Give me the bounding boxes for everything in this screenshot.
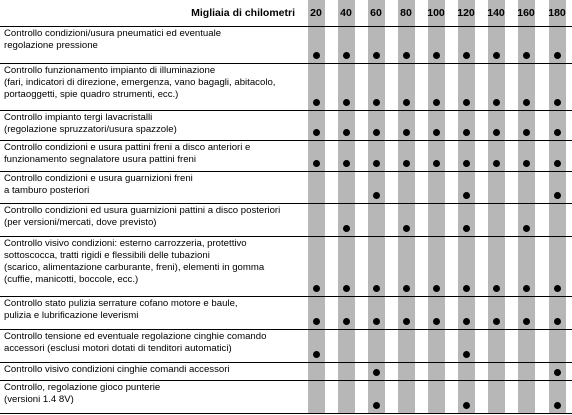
column-band-100 xyxy=(428,0,445,413)
schedule-dot xyxy=(313,351,320,358)
schedule-dot xyxy=(463,160,470,167)
schedule-dot xyxy=(463,402,470,409)
column-header-160: 160 xyxy=(517,7,535,19)
column-band-60 xyxy=(368,0,385,413)
schedule-dot xyxy=(403,99,410,106)
schedule-dot xyxy=(523,160,530,167)
schedule-dot xyxy=(554,402,561,409)
schedule-dot xyxy=(403,225,410,232)
column-header-80: 80 xyxy=(400,7,412,19)
schedule-dot xyxy=(463,225,470,232)
row-label: Controllo condizioni/usura pneumatici ed eventuale regolazione pressione xyxy=(4,28,222,51)
schedule-dot xyxy=(463,285,470,292)
schedule-dot xyxy=(554,318,561,325)
schedule-dot xyxy=(433,318,440,325)
schedule-dot xyxy=(493,160,500,167)
schedule-dot xyxy=(373,129,380,136)
row-label: Controllo tensione ed eventuale regolazione cinghie comando accessori (esclusi motori dotati di tenditori automatici) xyxy=(4,331,267,354)
column-band-80 xyxy=(398,0,415,413)
schedule-dot xyxy=(433,160,440,167)
schedule-dot xyxy=(554,369,561,376)
schedule-dot xyxy=(493,52,500,59)
schedule-dot xyxy=(554,52,561,59)
schedule-dot xyxy=(493,318,500,325)
schedule-dot xyxy=(554,160,561,167)
row-label: Controllo condizioni ed usura guarnizioni pattini a disco posteriori (per versioni/mercati, dove previsto) xyxy=(4,205,281,228)
schedule-dot xyxy=(373,402,380,409)
schedule-dot xyxy=(373,99,380,106)
schedule-dot xyxy=(343,160,350,167)
schedule-dot xyxy=(554,192,561,199)
schedule-dot xyxy=(493,129,500,136)
schedule-dot xyxy=(343,318,350,325)
row-divider xyxy=(0,380,572,381)
schedule-dot xyxy=(433,52,440,59)
schedule-dot xyxy=(403,160,410,167)
schedule-dot xyxy=(403,52,410,59)
schedule-dot xyxy=(373,160,380,167)
schedule-dot xyxy=(463,99,470,106)
schedule-dot xyxy=(433,285,440,292)
row-divider xyxy=(0,329,572,330)
column-band-140 xyxy=(488,0,505,413)
row-label: Controllo condizioni e usura pattini freni a disco anteriori e funzionamento segnalatore usura pattini freni xyxy=(4,142,251,165)
row-label: Controllo condizioni e usura guarnizioni freni a tamburo posteriori xyxy=(4,173,193,196)
row-label: Controllo visivo condizioni: esterno carrozzeria, protettivo sottoscocca, tratti rigidi e flessibili delle tubazioni (scarico, alimentazione carburante, freni), elementi in gomma (cuffie, manicotti, boccole, ecc.) xyxy=(4,238,265,285)
schedule-dot xyxy=(523,129,530,136)
column-header-140: 140 xyxy=(487,7,505,19)
row-divider xyxy=(0,140,572,141)
row-divider xyxy=(0,296,572,297)
schedule-dot xyxy=(554,285,561,292)
row-divider xyxy=(0,63,572,64)
row-label: Controllo visivo condizioni cinghie comandi accessori xyxy=(4,364,230,375)
schedule-dot xyxy=(493,285,500,292)
schedule-dot xyxy=(523,225,530,232)
schedule-dot xyxy=(313,99,320,106)
column-header-40: 40 xyxy=(340,7,352,19)
schedule-dot xyxy=(343,129,350,136)
column-band-180 xyxy=(549,0,566,413)
schedule-dot xyxy=(523,285,530,292)
row-label: Controllo stato pulizia serrature cofano motore e baule, pulizia e lubrificazione leverismi xyxy=(4,298,238,321)
schedule-dot xyxy=(373,285,380,292)
row-divider xyxy=(0,413,572,414)
row-divider xyxy=(0,203,572,204)
row-divider xyxy=(0,110,572,111)
schedule-dot xyxy=(343,225,350,232)
schedule-dot xyxy=(463,52,470,59)
schedule-dot xyxy=(373,192,380,199)
column-header-120: 120 xyxy=(457,7,475,19)
row-label: Controllo impianto tergi lavacristalli (regolazione spruzzatori/usura spazzole) xyxy=(4,112,177,135)
schedule-dot xyxy=(523,318,530,325)
schedule-dot xyxy=(403,318,410,325)
schedule-dot xyxy=(373,52,380,59)
schedule-dot xyxy=(554,99,561,106)
schedule-dot xyxy=(433,129,440,136)
schedule-dot xyxy=(313,285,320,292)
column-band-40 xyxy=(338,0,355,413)
schedule-dot xyxy=(463,351,470,358)
schedule-dot xyxy=(343,285,350,292)
schedule-dot xyxy=(313,52,320,59)
schedule-dot xyxy=(313,318,320,325)
row-divider xyxy=(0,236,572,237)
schedule-dot xyxy=(313,129,320,136)
schedule-dot xyxy=(373,369,380,376)
row-label: Controllo, regolazione gioco punterie (versioni 1.4 8V) xyxy=(4,382,161,405)
schedule-dot xyxy=(493,99,500,106)
schedule-dot xyxy=(373,318,380,325)
column-header-20: 20 xyxy=(310,7,322,19)
schedule-dot xyxy=(343,52,350,59)
schedule-dot xyxy=(403,285,410,292)
schedule-dot xyxy=(463,129,470,136)
column-header-180: 180 xyxy=(548,7,566,19)
schedule-dot xyxy=(463,192,470,199)
row-divider xyxy=(0,171,572,172)
schedule-dot xyxy=(554,129,561,136)
header-title: Migliaia di chilometri xyxy=(191,7,295,19)
column-header-60: 60 xyxy=(370,7,382,19)
row-divider xyxy=(0,26,572,27)
row-divider xyxy=(0,362,572,363)
schedule-dot xyxy=(523,52,530,59)
column-band-160 xyxy=(518,0,535,413)
row-label: Controllo funzionamento impianto di illuminazione (fari, indicatori di direzione, emergenza, vano bagagli, abitacolo, portaoggetti, spie quadro strumenti, ecc.) xyxy=(4,65,276,100)
schedule-dot xyxy=(463,318,470,325)
schedule-dot xyxy=(523,99,530,106)
schedule-dot xyxy=(433,99,440,106)
schedule-dot xyxy=(403,129,410,136)
schedule-dot xyxy=(343,99,350,106)
schedule-dot xyxy=(313,160,320,167)
column-header-100: 100 xyxy=(427,7,445,19)
